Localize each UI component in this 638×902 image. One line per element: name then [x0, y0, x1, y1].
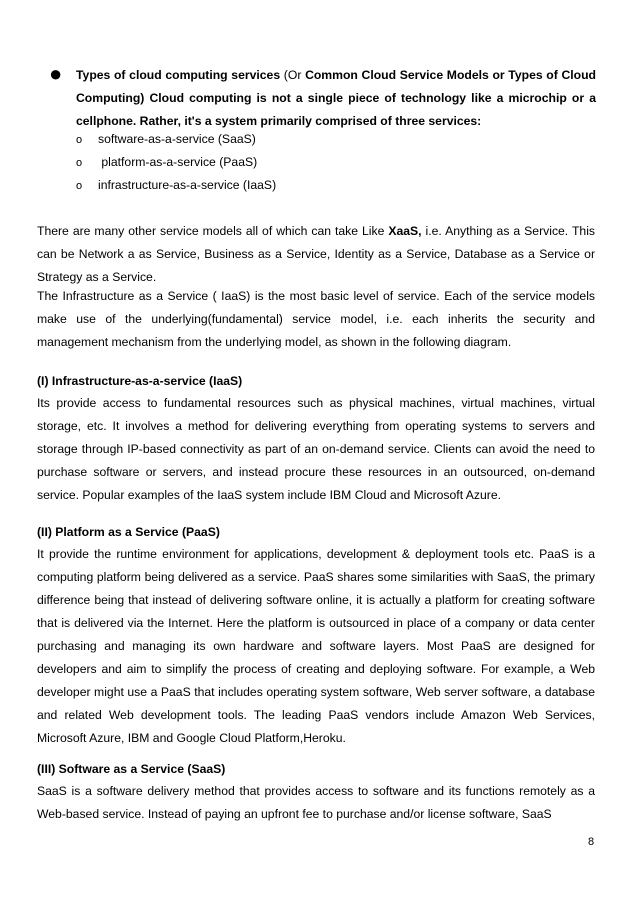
bullet-paragraph [76, 64, 596, 133]
bullet-lead: Types of cloud computing services [76, 68, 281, 82]
iaas-body: Its provide access to fundamental resources such as physical machines, virtual machines, virtual storage, etc. It involves a method for delivering everything from operating systems to servers and storage through IP-based connectivity as part of an on-demand service. Clients can avoid the need to purchase software or servers, and instead procure these resources in an outsourced, on-demand service. Popular examples of the IaaS system include IBM Cloud and Microsoft Azure. [37, 396, 595, 502]
xaas-term: XaaS, [388, 224, 422, 238]
sub-bullet-icon: o [76, 180, 83, 192]
bullet-text: Common Cloud Service Models or Types of Cloud Computing) Cloud computing is not a single piece of technology like a microchip or a cellphone. Rather, it's a system primarily comprised of three services: [76, 68, 596, 128]
list-item-text: software-as-a-service (SaaS) [98, 132, 256, 146]
bullet-icon: ● [49, 61, 63, 86]
list-item-text: platform-as-a-service (PaaS) [98, 155, 258, 169]
iaas-heading: (I) Infrastructure-as-a-service (IaaS) [37, 374, 243, 388]
intro-text: There are many other service models all of which can take Like [37, 224, 389, 238]
sub-bullet-icon: o [76, 134, 83, 146]
service-sub-list [76, 128, 276, 197]
saas-heading: (III) Software as a Service (SaaS) [37, 762, 226, 776]
intro-text-cont: i.e. Anything as a Service. This can be Network a as Service, Business as a Service, Identity as a Service, Database as a Service or Strategy as a Service. [37, 224, 595, 284]
bullet-paren: (Or [280, 68, 306, 82]
list-item [76, 151, 276, 174]
list-item [76, 174, 276, 197]
list-item [76, 128, 276, 151]
paas-heading: (II) Platform as a Service (PaaS) [37, 525, 220, 539]
saas-body: SaaS is a software delivery method that provides access to software and its functions remotely as a Web-based service. Instead of paying an upfront fee to purchase and/or license software, SaaS [37, 784, 595, 821]
sub-bullet-icon: o [76, 157, 83, 169]
intro-paragraph [37, 220, 595, 289]
page-number: 8 [588, 836, 595, 848]
paas-body: It provide the runtime environment for applications, development & deployment tools etc. PaaS is a computing platform being delivered as a service. PaaS shares some similarities with SaaS, the primary difference being that instead of delivering software online, it is actually a platform for creating software that is delivered via the Internet. Here the platform is outsourced in place of a company or data center purchasing and managing its own hardware and software layers. Most PaaS are designed for developers and aim to simplify the process of creating and deploying software. For example, a Web developer might use a PaaS that includes operating system software, Web server software, a database and related Web development tools. The leading PaaS vendors include Amazon Web Services, Microsoft Azure, IBM and Google Cloud Platform,Heroku. [37, 547, 595, 745]
list-item-text: infrastructure-as-a-service (IaaS) [98, 178, 277, 192]
iaas-overview-paragraph: The Infrastructure as a Service ( IaaS) is the most basic level of service. Each of the service models make use of the underlying(fundamental) service model, i.e. each inherits the security and management mechanism from the underlying model, as shown in the following diagram. [37, 289, 595, 349]
